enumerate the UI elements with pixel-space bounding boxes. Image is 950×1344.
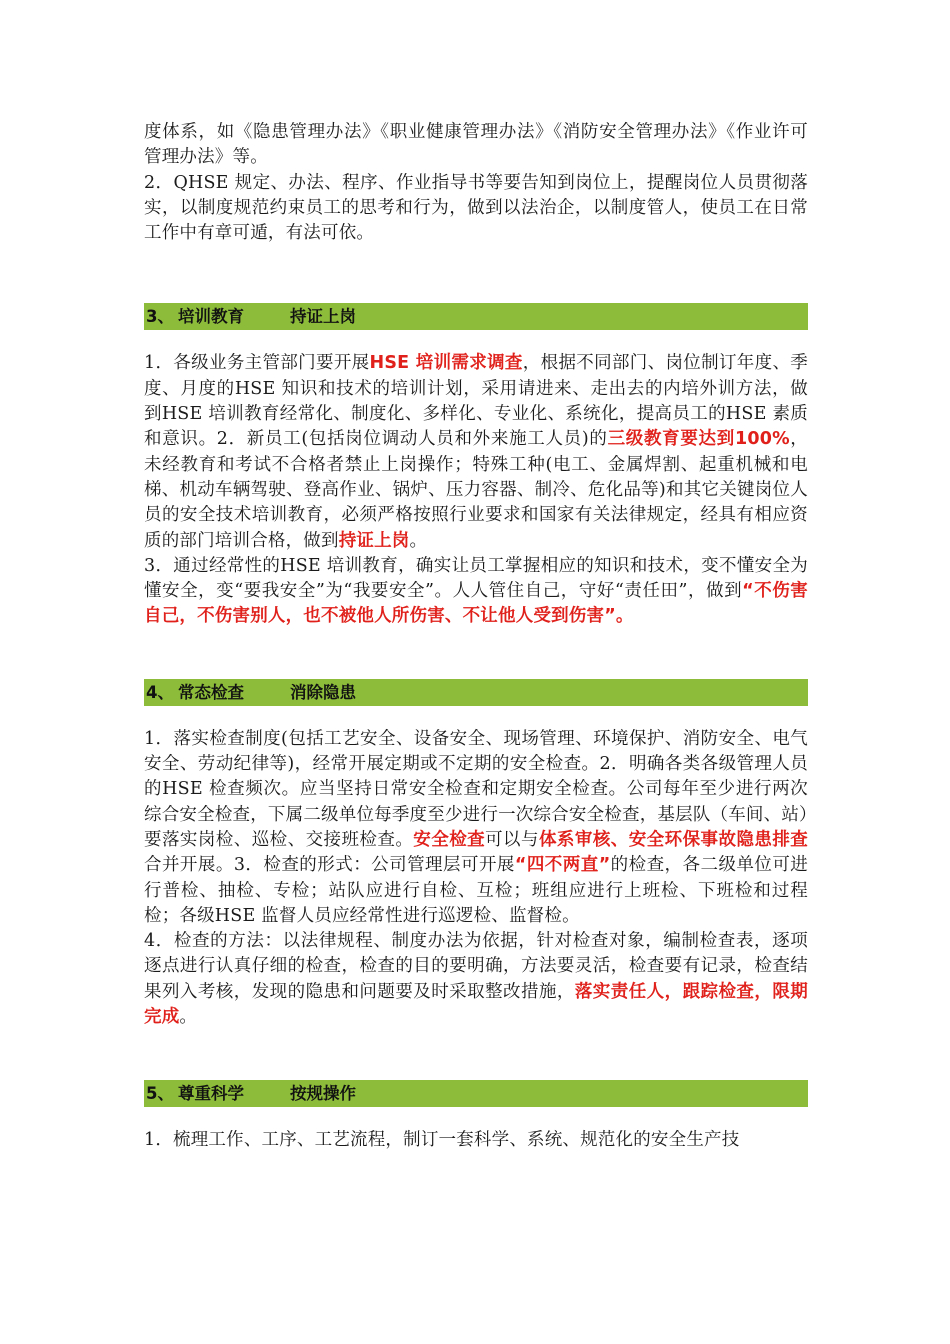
section-4-paragraph-1: 1．落实检查制度(包括工艺安全、设备安全、现场管理、环境保护、消防安全、电气安全、劳动纪律等)，经常开展定期或不定期的安全检查。2．明确各类各级管理人员的HSE 检查频次。应当坚持日常安全检查和定期安全检查。公司每年至少进行两次综合安全检查，下属二级单位每季度至少进行一次综合安全检查，基层队（车间、站）要落实岗检、巡检、交接班检查。安全检查可以与体系审核、安全环保事故隐患排查合并开展。3．检查的形式：公司管理层可开展“四不两直”的检查，各二级单位可进行普检、抽检、专检；站队应进行自检、互检；班组应进行上班检、下班检和过程检；各级HSE 监督人员应经常性进行巡逻检、监督检。 bbox=[144, 728, 809, 926]
section-5-heading: 5、 尊重科学 按规操作 bbox=[144, 1080, 808, 1107]
section-4-paragraph-2: 4．检查的方法：以法律规程、制度办法为依据，针对检查对象，编制检查表，逐项逐点进行认真仔细的检查，检查的目的要明确，方法要灵活，检查要有记录，检查结果列入考核，发现的隐患和问题要及时采取整改措施，落实责任人，跟踪检查，限期完成。 bbox=[144, 931, 808, 1028]
highlight-text: 安全检查 bbox=[413, 829, 486, 850]
section-4-heading: 4、 常态检查 消除隐患 bbox=[144, 679, 808, 706]
highlight-text: “四不两直” bbox=[514, 855, 611, 876]
section-3-paragraph-1: 1．各级业务主管部门要开展HSE 培训需求调查，根据不同部门、岗位制订年度、季度、月度的HSE 知识和技术的培训计划，采用请进来、走出去的内培外训方法，做到HSE 培训教育经常化、制度化、多样化、专业化、系统化，提高员工的HSE 素质和意识。2．新员工(包括岗位调动人员和外来施工人员)的三级教育要达到100%，未经教育和考试不合格者禁止上岗操作；特殊工种(电工、金属焊割、起重机械和电梯、机动车辆驾驶、登高作业、锅炉、压力容器、制冷、危化品等)和其它关键岗位人员的安全技术培训教育，必须严格按照行业要求和国家有关法律规定，经具有相应资质的部门培训合格，做到持证上岗。 bbox=[144, 353, 809, 551]
intro-paragraph-1: 度体系，如《隐患管理办法》《职业健康管理办法》《消防安全管理办法》《作业许可管理办法》等。 bbox=[144, 122, 808, 168]
intro-paragraph-2: 2．QHSE 规定、办法、程序、作业指导书等要告知到岗位上，提醒岗位人员贯彻落实，以制度规范约束员工的思考和行为，做到以法治企，以制度管人，使员工在日常工作中有章可遁，有法可依。 bbox=[144, 172, 808, 244]
highlight-text: “不伤害自己，不伤害别人，也不被他人所伤害、不让他人受到伤害”。 bbox=[144, 581, 808, 627]
section-5-paragraph-1: 1．梳理工作、工序、工艺流程，制订一套科学、系统、规范化的安全生产技 bbox=[144, 1130, 740, 1151]
highlight-text: 三级教育要达到100% bbox=[607, 429, 790, 450]
highlight-text: 落实责任人，跟踪检查，限期完成 bbox=[144, 981, 808, 1028]
highlight-text: 体系审核、安全环保事故隐患排查 bbox=[538, 829, 808, 850]
section-3-paragraph-2: 3．通过经常性的HSE 培训教育，确实让员工掌握相应的知识和技术，变不懂安全为懂安全，变“要我安全”为“我要安全”。人人管住自己，守好“责任田”，做到“不伤害自己，不伤害别人，也不被他人所伤害、不让他人受到伤害”。 bbox=[144, 555, 808, 627]
section-3-heading: 3、 培训教育 持证上岗 bbox=[144, 303, 808, 330]
highlight-text: 持证上岗 bbox=[338, 530, 410, 551]
document-page bbox=[144, 120, 808, 1154]
highlight-text: HSE 培训需求调查 bbox=[369, 353, 523, 374]
